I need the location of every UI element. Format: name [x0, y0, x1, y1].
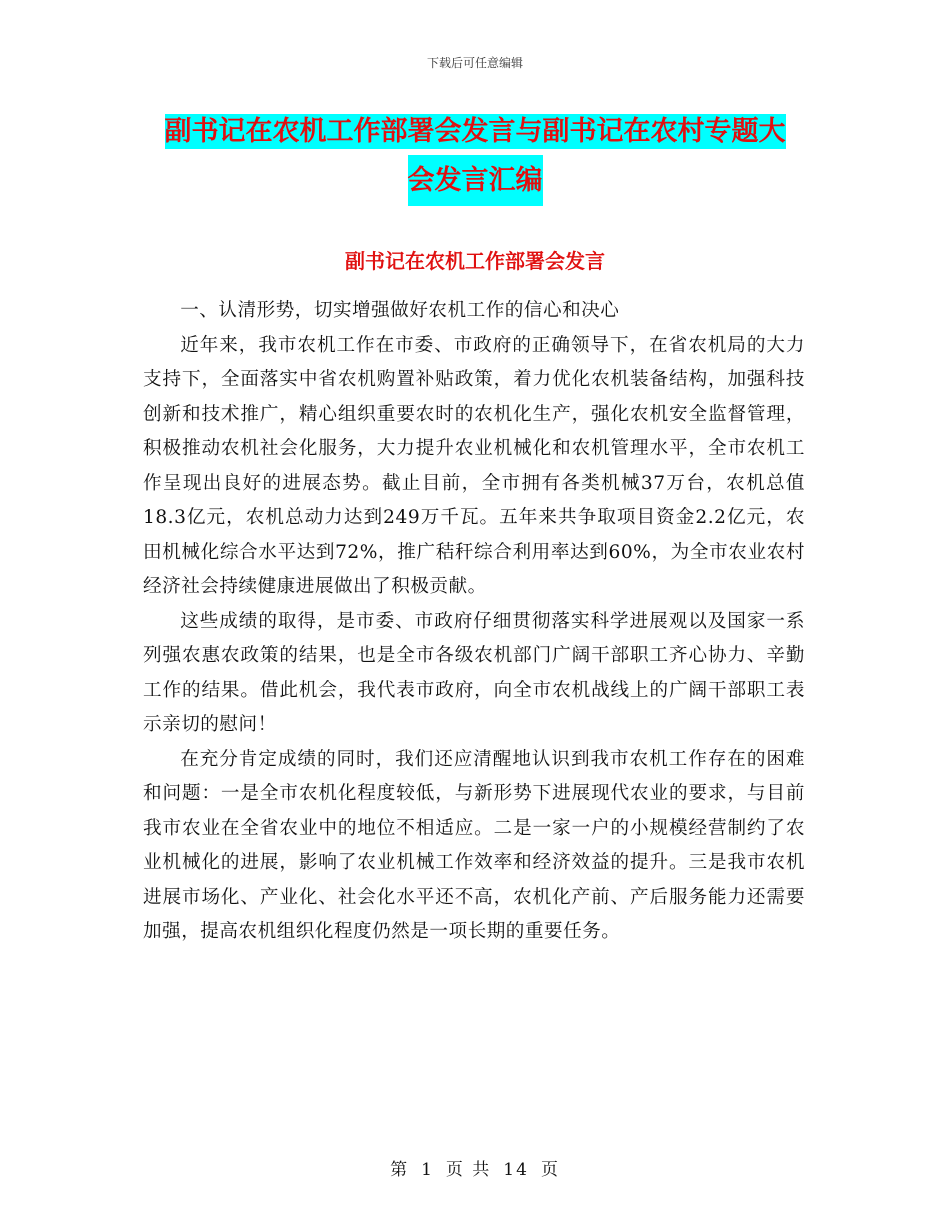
- document-title-line1: 副书记在农机工作部署会发言与副书记在农村专题大: [164, 116, 786, 147]
- document-body: [143, 294, 805, 950]
- section-title: 副书记在农机工作部署会发言: [345, 249, 605, 273]
- page-total: 14: [503, 1160, 529, 1180]
- page-label-prefix: 第: [390, 1160, 410, 1180]
- header-note: 下载后可任意编辑: [426, 56, 523, 70]
- page-footer: [0, 1155, 950, 1180]
- paragraph: 近年来，我市农机工作在市委、市政府的正确领导下，在省农机局的大力支持下，全面落实中省农机购置补贴政策，着力优化农机装备结构，加强科技创新和技术推广，精心组织重要农时的农机化生产，强化农机安全监督管理，积极推动农机社会化服务，大力提升农业机械化和农机管理水平，全市农机工作呈现出良好的进展态势。截止目前，全市拥有各类机械37万台，农机总值18.3亿元，农机总动力达到249万千瓦。五年来共争取项目资金2.2亿元，农田机械化综合水平达到72%，推广秸秆综合利用率达到60%，为全市农业农村经济社会持续健康进展做出了积极贡献。: [143, 334, 805, 597]
- page-label-mid: 页 共: [445, 1160, 492, 1180]
- document-title-line2: 会发言汇编: [408, 155, 543, 206]
- page-current: 1: [421, 1160, 434, 1180]
- page-label-suffix: 页: [540, 1160, 560, 1180]
- paragraph: 在充分肯定成绩的同时，我们还应清醒地认识到我市农机工作存在的困难和问题：一是全市农机化程度较低，与新形势下进展现代农业的要求，与目前我市农业在全省农业中的地位不相适应。二是一家一户的小规模经营制约了农业机械化的进展，影响了农业机械工作效率和经济效益的提升。三是我市农机进展市场化、产业化、社会化水平还不高，农机化产前、产后服务能力还需要加强，提高农机组织化程度仍然是一项长期的重要任务。: [143, 748, 805, 942]
- section-heading: 一、认清形势，切实增强做好农机工作的信心和决心: [180, 300, 620, 321]
- document-title: [0, 108, 950, 206]
- paragraph: 这些成绩的取得，是市委、市政府仔细贯彻落实科学进展观以及国家一系列强农惠农政策的结果，也是全市各级农机部门广阔干部职工齐心协力、辛勤工作的结果。借此机会，我代表市政府，向全市农机战线上的广阔干部职工表示亲切的慰问！: [143, 610, 805, 735]
